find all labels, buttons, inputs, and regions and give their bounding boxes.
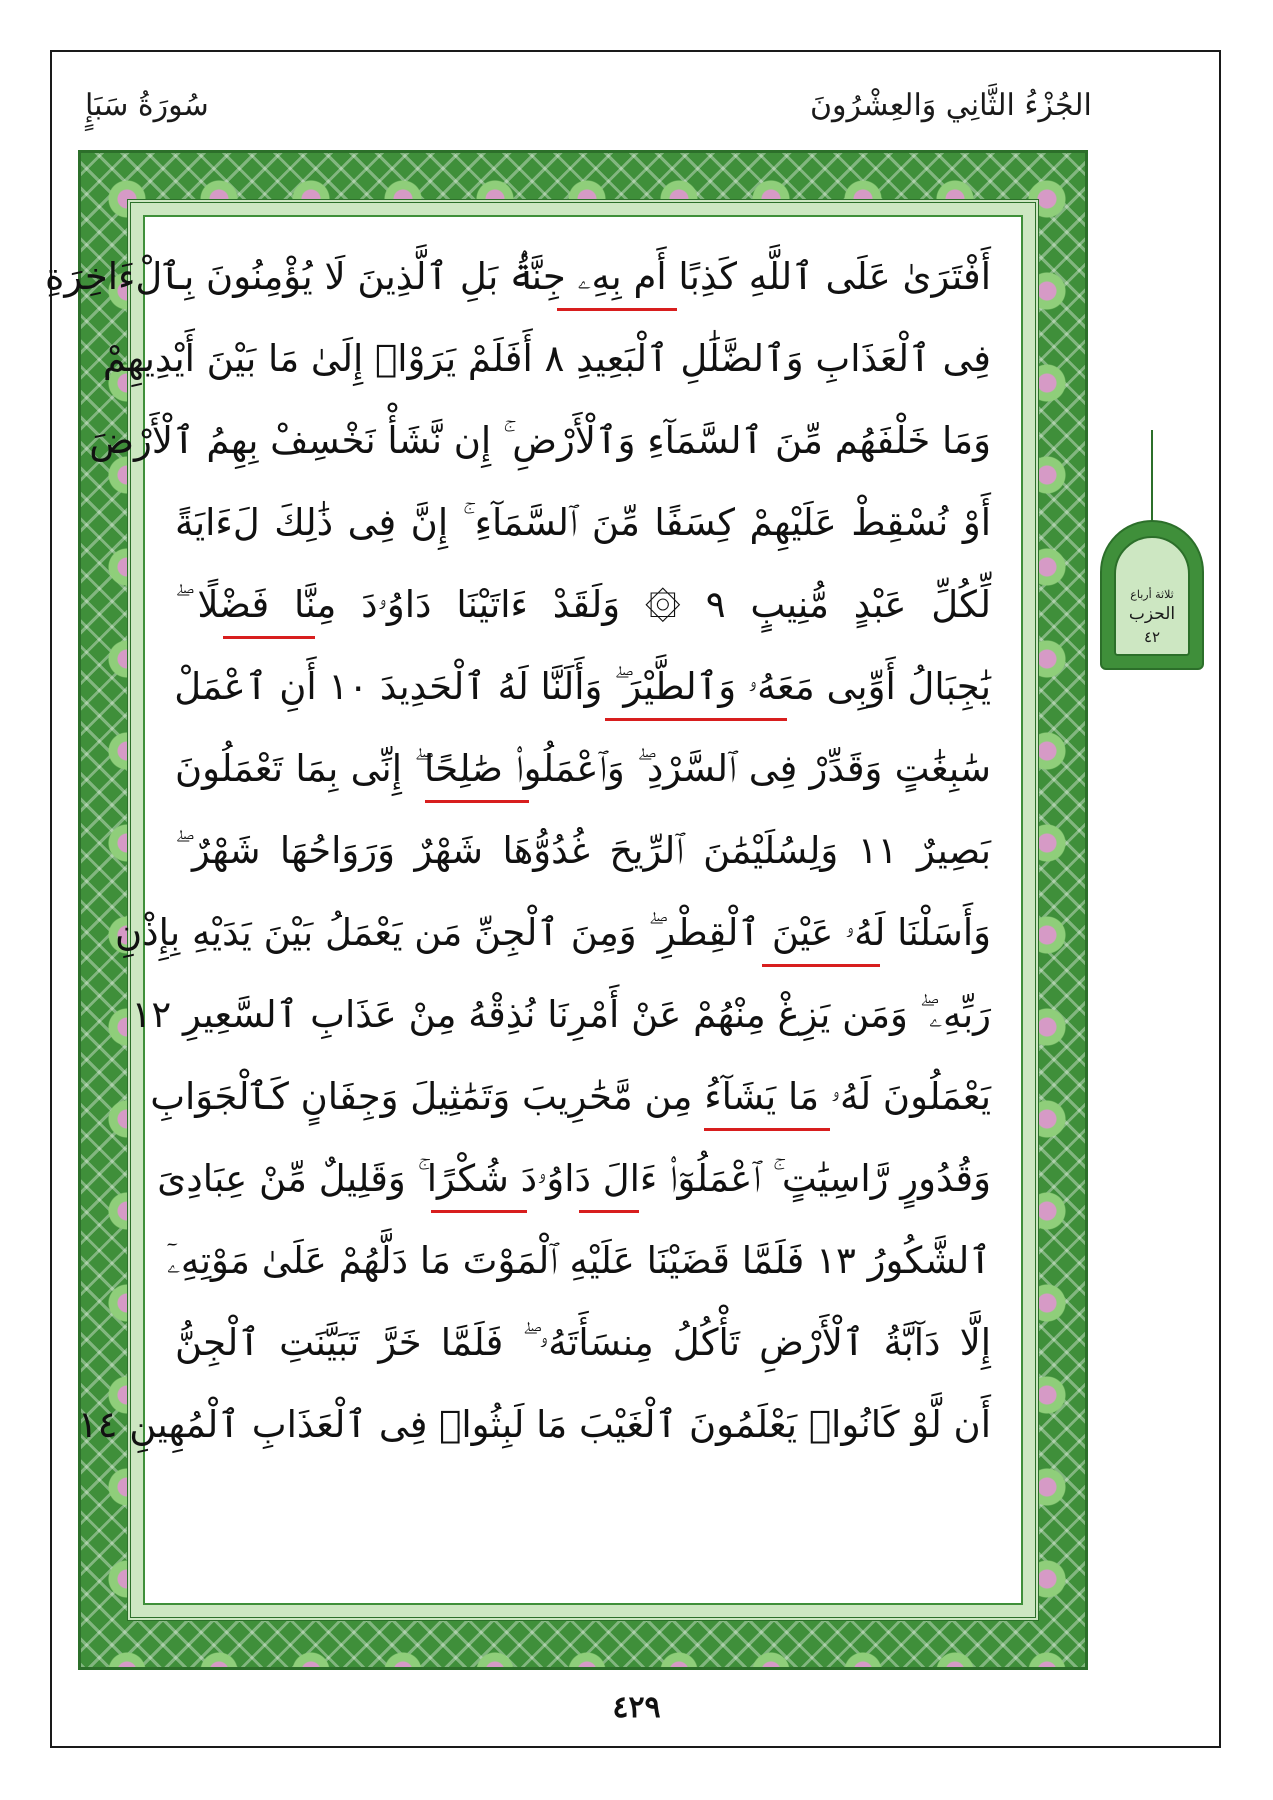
text-line-3: وَمَا خَلْفَهُم مِّنَ ٱلسَّمَآءِ وَٱلْأَرْضِ ۚ إِن نَّشَأْ نَخْسِفْ بِهِمُ ٱلْأَرْضَ xyxy=(89,419,991,462)
text-line-7: سَٰبِغَٰتٍ وَقَدِّرْ فِى ٱلسَّرْدِ ۖ وَٱعْمَلُوا۟ صَٰلِحًا ۖ إِنِّى بِمَا تَعْمَلُونَ xyxy=(175,747,991,790)
underline-mark xyxy=(579,1210,639,1213)
text-line-4: أَوْ نُسْقِطْ عَلَيْهِمْ كِسَفًا مِّنَ ٱلسَّمَآءِ ۚ إِنَّ فِى ذَٰلِكَ لَءَايَةً xyxy=(175,501,991,544)
juz-marker-quarter: ثلاثة أرباع xyxy=(1130,588,1174,601)
juz-title: الجُزْءُ الثَّانِي وَالعِشْرُونَ xyxy=(810,88,1092,123)
page-number: ٤٢٩ xyxy=(612,1690,661,1725)
text-line-2: فِى ٱلْعَذَابِ وَٱلضَّلَٰلِ ٱلْبَعِيدِ ٨ أَفَلَمْ يَرَوْا۟ إِلَىٰ مَا بَيْنَ أَيْدِيهِمْ xyxy=(102,337,991,380)
juz-marker-shape xyxy=(1100,520,1204,670)
text-line-6: يَٰجِبَالُ أَوِّبِى مَعَهُۥ وَٱلطَّيْرَ ۖ وَأَلَنَّا لَهُ ٱلْحَدِيدَ ١٠ أَنِ ٱعْمَلْ xyxy=(174,665,991,708)
ornamental-border xyxy=(45,150,1088,1670)
text-line-1: أَفْتَرَىٰ عَلَى ٱللَّهِ كَذِبًا أَم بِهِۦ جِنَّةُۢ بَلِ ٱلَّذِينَ لَا يُؤْمِنُونَ بِٱلْءَاخِرَةِ xyxy=(45,255,991,298)
text-line-14: إِلَّا دَآبَّةُ ٱلْأَرْضِ تَأْكُلُ مِنسَأَتَهُۥ ۖ فَلَمَّا خَرَّ تَبَيَّنَتِ ٱلْجِنُّ xyxy=(175,1321,991,1364)
underline-mark xyxy=(704,1128,830,1131)
juz-marker xyxy=(1100,430,1204,670)
text-line-11: يَعْمَلُونَ لَهُۥ مَا يَشَآءُ مِن مَّحَٰرِيبَ وَتَمَٰثِيلَ وَجِفَانٍ كَٱلْجَوَابِ xyxy=(150,1075,991,1118)
text-line-8: بَصِيرٌ ١١ وَلِسُلَيْمَٰنَ ٱلرِّيحَ غُدُوُّهَا شَهْرٌ وَرَوَاحُهَا شَهْرٌ ۖ xyxy=(175,829,991,872)
juz-marker-stem xyxy=(1151,430,1153,522)
text-line-15: أَن لَّوْ كَانُوا۟ يَعْلَمُونَ ٱلْغَيْبَ مَا لَبِثُوا۟ فِى ٱلْعَذَابِ ٱلْمُهِينِ ١٤ xyxy=(77,1403,991,1446)
inner-border xyxy=(45,199,1039,1621)
underline-mark xyxy=(425,800,529,803)
surah-title: سُورَةُ سَبَإٍ xyxy=(85,88,209,123)
text-line-10: رَبِّهِۦ ۖ وَمَن يَزِغْ مِنْهُمْ عَنْ أَمْرِنَا نُذِقْهُ مِنْ عَذَابِ ٱلسَّعِيرِ ١٢ xyxy=(131,993,991,1036)
juz-marker-panel xyxy=(1114,536,1190,656)
text-line-12: وَقُدُورٍ رَّاسِيَٰتٍ ۚ ٱعْمَلُوٓا۟ ءَالَ دَاوُۥدَ شُكْرًا ۚ وَقَلِيلٌ مِّنْ عِبَادِىَ xyxy=(157,1157,991,1200)
underline-mark xyxy=(557,308,677,311)
juz-marker-number: ٤٢ xyxy=(1143,628,1161,646)
text-line-13: ٱلشَّكُورُ ١٣ فَلَمَّا قَضَيْنَا عَلَيْهِ ٱلْمَوْتَ مَا دَلَّهُمْ عَلَىٰ مَوْتِهِۦٓ xyxy=(166,1239,991,1282)
underline-mark xyxy=(605,718,787,721)
underline-mark xyxy=(762,964,880,967)
text-line-5: لِّكُلِّ عَبْدٍ مُّنِيبٍ ٩ ۞ وَلَقَدْ ءَاتَيْنَا دَاوُۥدَ مِنَّا فَضْلًا ۖ xyxy=(175,583,991,626)
underline-mark xyxy=(223,636,315,639)
juz-marker-hizb: الحزب xyxy=(1128,604,1176,624)
underline-mark xyxy=(431,1210,527,1213)
text-panel xyxy=(45,215,1023,1605)
text-line-9: وَأَسَلْنَا لَهُۥ عَيْنَ ٱلْقِطْرِ ۖ وَمِنَ ٱلْجِنِّ مَن يَعْمَلُ بَيْنَ يَدَيْهِ بِإِذْنِ xyxy=(114,911,991,954)
